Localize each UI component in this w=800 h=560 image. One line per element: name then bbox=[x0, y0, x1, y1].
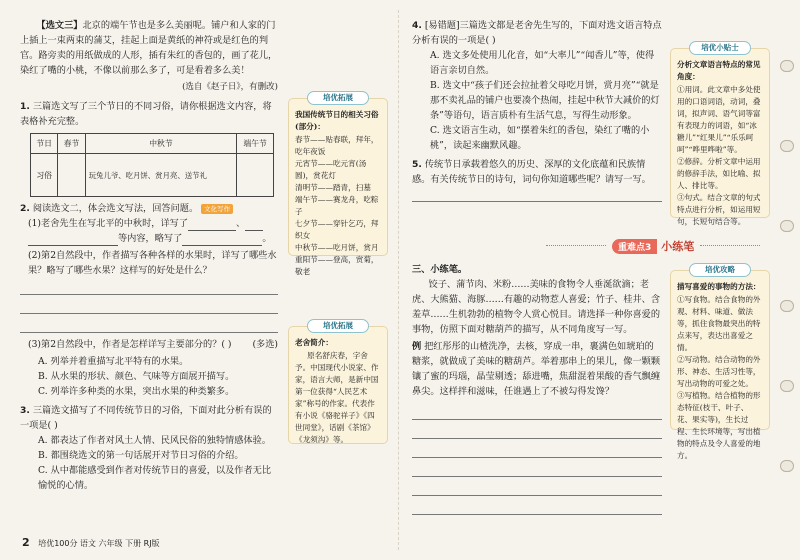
binder-ring bbox=[780, 460, 794, 472]
list-item: 重阳节——登高，赏菊，敬老 bbox=[295, 255, 379, 276]
section-title: 小练笔 bbox=[661, 240, 695, 253]
box-text: 原名舒庆春，字舍予。中国现代小说家、作家，语言大师，是新中国第一位获得“人民艺术家”称号的作家。代表作有小说《骆驼祥子》《四世同堂》，话剧《茶馆》《龙须沟》等。 bbox=[295, 351, 379, 444]
question-3-text: 三篇选文描写了不同传统节日的习俗，下面对此分析有误的一项是( ) bbox=[20, 405, 272, 431]
right-column bbox=[412, 18, 662, 206]
answer-line[interactable] bbox=[412, 462, 662, 477]
sub1-text-a: (1)老舍先生在写北平的中秋时，详写了 bbox=[28, 218, 189, 229]
list-item: ①用词。此文章中多处使用的口语词语，动词，叠词，拟声词、语气词等富有表现力的词语，如“冰糖儿”“红果儿”“乐乐呵呵”“哗里哗啦”等。 bbox=[677, 85, 761, 154]
answer-line[interactable] bbox=[412, 443, 662, 458]
writing-badge: 文化写作 bbox=[201, 204, 233, 214]
answer-line[interactable] bbox=[20, 318, 278, 333]
multi-select-note: (多选) bbox=[252, 339, 278, 350]
footer-info: 培优100分 语文 六年级 下册 RJ版 bbox=[38, 539, 160, 548]
list-item: ①写食物。结合食物的外观、材料、味道、做法等，抓住食物最突出的特点来写，表达出喜爱之情。 bbox=[677, 295, 761, 352]
answer-blank[interactable] bbox=[28, 245, 118, 246]
option-b[interactable]: B. 都围绕选文的第一句话展开对节日习俗的介绍。 bbox=[38, 450, 244, 461]
page-footer bbox=[22, 536, 160, 549]
answer-blank[interactable] bbox=[188, 230, 236, 231]
practice-text: 饺子、蒲节肉、米粉……美味的食物令人垂涎欲滴；老虎、大熊猫、海豚……有趣的动物惹人喜爱；竹子、桂井、含羞草……生机勃勃的植物令人赏心悦目。请选择一种你喜爱的事物，仿照下面对糖葫芦的描写，从不同角度写一写。 bbox=[412, 279, 661, 335]
selection-tag: 【选文三】 bbox=[36, 20, 83, 31]
table-row bbox=[31, 154, 274, 197]
list-item: 元宵节——吃元宵(汤圆)，赏花灯 bbox=[295, 159, 367, 180]
selection-three bbox=[20, 18, 278, 78]
box-tag: 培优小贴士 bbox=[689, 41, 751, 55]
answer-blank[interactable] bbox=[245, 230, 263, 231]
binder-ring bbox=[780, 300, 794, 312]
answer-blank[interactable] bbox=[182, 245, 262, 246]
list-item: ②修辞。分析文章中运用的修辞手法，如比喻、拟人、排比等。 bbox=[677, 157, 761, 190]
table-header: 中秋节 bbox=[85, 134, 237, 154]
answer-line[interactable] bbox=[412, 500, 662, 515]
question-1-text: 三篇选文写了三个节日的不同习俗，请你根据选文内容，将表格补充完整。 bbox=[20, 101, 272, 127]
list-item: 端午节——赛龙舟，吃粽子 bbox=[295, 195, 379, 216]
question-2-sub1: (1)老舍先生在写北平的中秋时，详写了 、 等内容，略写了 。 bbox=[28, 218, 272, 244]
list-item: ③写植物。结合植物的形态特征(枝干、叶子、花、果实等)，生长过程、生长环境等，写出植物的特点及令人喜爱的地方。 bbox=[677, 391, 761, 460]
list-item: ③句式。结合文章的句式特点进行分析，如运用短句，长短句结合等。 bbox=[677, 193, 761, 226]
box-tag: 培优拓展 bbox=[307, 319, 369, 333]
question-5-text: 传统节日承载着悠久的历史、深厚的文化底蕴和民族情感。有关传统节日的诗句，词句你知道哪些呢？请写一写。 bbox=[412, 159, 651, 185]
dragon-boat-cell[interactable] bbox=[237, 154, 274, 197]
binder-ring bbox=[780, 220, 794, 232]
list-item: ②写动物。结合动物的外形、神态、生活习性等，写出动物的可爱之处。 bbox=[677, 355, 761, 388]
left-column bbox=[20, 18, 278, 493]
table-header: 春节 bbox=[58, 134, 85, 154]
option-c[interactable]: C. 列举许多种类的水果，突出水果的种类繁多。 bbox=[38, 386, 235, 397]
example-paragraph bbox=[412, 339, 662, 399]
tips-box bbox=[670, 43, 770, 226]
option-b[interactable]: B. 选文中“孩子们还会拉扯着父母吃月饼，赏月亮”“就是那不卖礼品的铺户也要凑个热闹，挂起中秋节大减价的灯条”等语句，语言质朴有生活气息，写得生动形象。 bbox=[430, 80, 660, 121]
page-number: 2 bbox=[22, 536, 30, 549]
row-label: 习俗 bbox=[31, 154, 58, 197]
option-b[interactable]: B. 从水果的形状、颜色、气味等方面展开描写。 bbox=[38, 371, 235, 382]
option-a[interactable]: A. 列举并着重描写北平特有的水果。 bbox=[38, 356, 189, 367]
question-2-number: 2. bbox=[20, 203, 30, 214]
question-2-text: 阅读选文二，体会选文写法，回答问题。 bbox=[32, 203, 199, 214]
sub3-text: (3)第2自然段中，作者是怎样详写主要部分的？( ) bbox=[28, 339, 232, 350]
question-2 bbox=[20, 201, 278, 216]
question-4-number: 4. bbox=[412, 20, 422, 31]
answer-line[interactable] bbox=[412, 424, 662, 439]
question-3 bbox=[20, 403, 278, 433]
example-label: 例 bbox=[412, 341, 422, 352]
question-1-number: 1. bbox=[20, 101, 30, 112]
example-text: 把红彤彤的山楂洗净，去核，穿成一串，裹满色如琥珀的糖浆，就做成了美味的糖葫芦。举着那串上的果儿，像一颗颗镶了蜜的玛瑙，晶莹剔透；舔进嘴，焦甜混着果酸的香气飘缠鼻尖。这样拌和滋味，任谁遇上了不被勾得发馋？ bbox=[412, 341, 661, 397]
section-number: 重难点3 bbox=[612, 239, 657, 254]
binder-ring bbox=[780, 140, 794, 152]
question-5 bbox=[412, 157, 662, 187]
answer-line[interactable] bbox=[20, 299, 278, 314]
answer-line[interactable] bbox=[412, 405, 662, 420]
option-c[interactable]: C. 选文语言生动，如“摆着朱红的香包，染红了嘴的小桃”，读起来幽默风趣。 bbox=[430, 125, 650, 151]
table-header: 端午节 bbox=[237, 134, 274, 154]
box-title: 分析文章语言特点的常见角度： bbox=[677, 60, 761, 81]
list-item: 中秋节——吃月饼，赏月 bbox=[295, 243, 379, 252]
option-a[interactable]: A. 都表达了作者对风土人情、民风民俗的独特情感体验。 bbox=[38, 435, 271, 446]
table-header-row bbox=[31, 134, 274, 154]
question-3-number: 3. bbox=[20, 405, 30, 416]
answer-line[interactable] bbox=[20, 280, 278, 295]
question-1 bbox=[20, 99, 278, 129]
lao-she-box bbox=[288, 321, 388, 444]
table-header: 节日 bbox=[31, 134, 58, 154]
question-2-sub3 bbox=[28, 337, 278, 352]
option-c[interactable]: C. 从中都能感受到作者对传统节日的喜爱，以及作者无比愉悦的心情。 bbox=[38, 465, 272, 491]
strategy-box bbox=[670, 265, 770, 460]
list-item: 清明节——踏青，扫墓 bbox=[295, 183, 371, 192]
list-item: 七夕节——穿针乞巧，拜织女 bbox=[295, 219, 379, 240]
question-4 bbox=[412, 18, 662, 48]
sub1-text-b: 等内容，略写了 bbox=[118, 233, 183, 244]
box-title: 老舍简介： bbox=[295, 338, 333, 347]
page-divider bbox=[398, 10, 399, 550]
question-2-sub2: (2)第2自然段中，作者描写各种各样的水果时，详写了哪些水果？略写了哪些水果？这样写的好处是什么？ bbox=[28, 250, 277, 276]
banner-dots-left bbox=[546, 245, 606, 248]
selection-source: (选自《赵子日》，有删改) bbox=[182, 82, 278, 92]
practice-label: 三、小练笔。 bbox=[412, 264, 468, 275]
answer-line[interactable] bbox=[412, 187, 662, 202]
option-a[interactable]: A. 选文多处使用儿化音，如“大率儿”“闻香儿”等，使得语言亲切自然。 bbox=[430, 50, 655, 76]
question-5-number: 5. bbox=[412, 159, 422, 170]
festival-customs-box bbox=[288, 93, 388, 276]
selection-text: 北京的端午节也是多么美丽呢。铺户和人家的门上插上一束两束的蒲艾，挂起上面是黄纸的神符或是红色的判官。路旁卖的用纸做成的人形，插有朱红的香包的，画了花儿，染红了嘴的小桃，不像以前那么多了，可是看着多么美！ bbox=[20, 20, 278, 76]
binder-ring bbox=[780, 60, 794, 72]
sub1-text-c: 。 bbox=[262, 233, 272, 244]
section-banner bbox=[540, 238, 766, 254]
practice-section bbox=[412, 262, 662, 519]
box-tag: 培优攻略 bbox=[689, 263, 751, 277]
box-title: 描写喜爱的事物的方法： bbox=[677, 282, 761, 291]
binder-ring bbox=[780, 380, 794, 392]
box-title: 我国传统节日的相关习俗(部分)： bbox=[295, 110, 379, 131]
mid-autumn-cell: 玩兔儿爷、吃月饼、赏月亮、送节礼 bbox=[85, 154, 237, 197]
error-prone-tag: [易错题] bbox=[424, 20, 460, 31]
festival-table bbox=[30, 133, 274, 197]
answer-line[interactable] bbox=[412, 481, 662, 496]
list-item: 春节——贴春联，拜年，吃年夜饭 bbox=[295, 135, 379, 156]
spring-festival-cell[interactable] bbox=[58, 154, 85, 197]
box-tag: 培优拓展 bbox=[307, 91, 369, 105]
banner-dots-right bbox=[700, 245, 760, 248]
question-4-text: 三篇选文都是老舍先生写的，下面对选文语言特点分析有误的一项是( ) bbox=[412, 20, 662, 46]
